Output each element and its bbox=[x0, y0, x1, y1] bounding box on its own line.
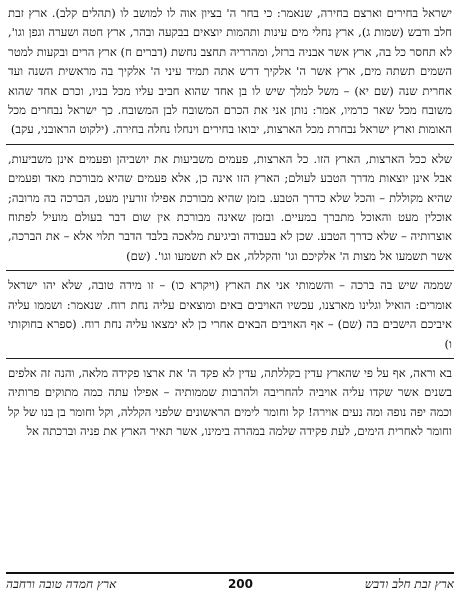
paragraph-2: שלא ככל הארצות, הארץ הזו. כל הארצות, פעמים משביעות את יושביהן ופעמים אינן משביעות, אבל אינן יוצאות מדרך הטבע לעולם; הארץ הזו אינה כן, אלא פעמים שהיא מבורכת מאד ופעמים שהיא מקוללת – והכל שלא כדרך הטבע. בזמן שהיא מבורכת אפילו זורעין מעט, הברכה בה מרובה; אוכלין מעט והאוכל מתברך במעיים. ובזמן שאינה מבורכת אין שום דבר בעולם מועיל לפתוח אוצרותיה – שלא כדרך הטבע. שכן לא בעבודה וביגיעת מלאכה בלבד הדבר תלוי אלא – את הברכה, אשר תשמעו אל מצות ה' אלקיכם וגו' והקללה, אם לא תשמעו וגו'. (שם) bbox=[8, 151, 452, 263]
paragraph-1: ישראל בחירים וארצם בחירה, שנאמר: כי בחר ה' בציון אוה לו למושב לו (תהלים קלב). ארץ זבת חלב ודבש (שמות ג), ארץ נחלי מים עינות ותהמות יוצאים בבקעה ובהר, ארץ חטה ושערה וגפן וגו', לא תחסר כל בה, ארץ אשר אבניה ברזל, ומהרריה תחצב נחשת (דברים ח) ארץ הרים ובקעות למטר השמים תשתה מים, ארץ אשר ה' אלקיך דרש אתה תמיד עיני ה' אלקיך בה מראשית השנה ועד אחרית שנה (שם יא) – משל למלך שיש לו בן אחד שהוא חביב עליו מכל בניו, וכרם אחד שהוא משובח מכל שאר כרמיו, אמר: נותן אני את הכרם המשובח לבן המשובח. כך ישראל נבחרים מכל האומות וארץ ישראל נבחרת מכל הארצות, יבואו בחירים וינחלו נחלה בחירה. (ילקוט הראובני, עקב) bbox=[8, 6, 452, 137]
document-page bbox=[6, 4, 454, 596]
page-footer bbox=[6, 572, 454, 592]
paragraph-4: בא וראה, אף על פי שהארץ עדין בקללתה, עדין לא פקד ה' את ארצו פקידה מלאה, והנה זה אלפים בשנים אשר שקדו עליה אויביה להחריבה ולהרבות שממותיה – אפילו עתה כמה מתוקים פרותיה וכמה יפה נופה ומה נעים אוירה! קל וחומר לימים הראשונים שלפני הקללה, וקל וחומר בן בנו של קל וחומר לאחרית הימים, לעת פקידה שלמה במהרה בימינו, אשר תאיר הארץ את פניה וברכתה אל bbox=[8, 365, 452, 439]
footer-left-title: ארץ חמדה טובה ורחבה bbox=[6, 577, 117, 591]
footer-right-title: ארץ זבת חלב ודבש bbox=[364, 577, 454, 591]
paragraph-divider bbox=[6, 144, 454, 145]
paragraph-3: שממה שיש בה ברכה – והשמותי אני את הארץ (ויקרא כו) – זו מידה טובה, שלא יהו ישראל אומרים: הואיל וגלינו מארצנו, עכשיו האויבים באים ומוצאים עליה נחת רוח. שנאמר: ושממו עליה איביכם הישבים בה (שם) – אף האויבים הבאים אחרי כן לא ימצאו עליה נחת רוח. (ספרא בחוקותי ו) bbox=[8, 278, 452, 351]
paragraph-divider bbox=[6, 270, 454, 271]
page-number: 200 bbox=[227, 577, 254, 591]
paragraph-divider bbox=[6, 358, 454, 359]
